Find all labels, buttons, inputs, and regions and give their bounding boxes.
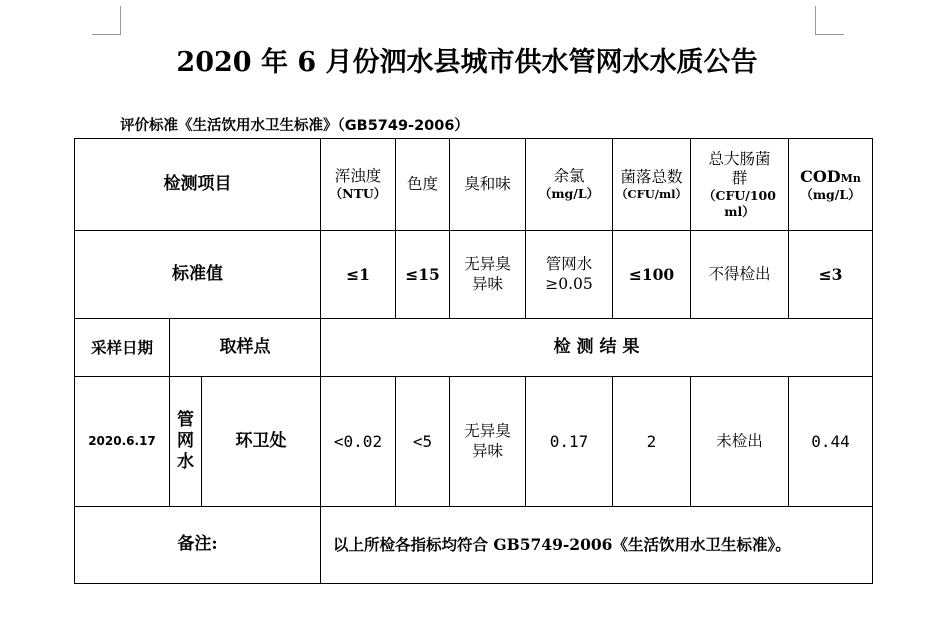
result-cod: 0.44 <box>789 377 873 507</box>
network-type <box>170 377 202 507</box>
remarks-row <box>75 507 873 584</box>
std-turbidity: ≤1 <box>321 231 396 319</box>
remarks-text: 以上所检各指标均符合 GB5749-2006《生活饮用水卫生标准》。 <box>321 507 873 584</box>
result-row <box>75 377 873 507</box>
header-turbidity <box>321 139 396 231</box>
remarks-label: 备注: <box>75 507 321 584</box>
result-chlorine: 0.17 <box>526 377 613 507</box>
cod-name-wrap <box>789 167 872 187</box>
result-odor: 无异臭异味 <box>450 377 526 507</box>
cod-name: COD <box>800 166 841 186</box>
header-odor <box>450 139 526 231</box>
odor-name: 臭和味 <box>464 174 511 193</box>
item-label: 检测项目 <box>75 139 321 231</box>
evaluation-standard: 评价标准《生活饮用水卫生标准》（GB5749-2006） <box>120 118 469 134</box>
sampling-site-label: 取样点 <box>170 319 321 377</box>
header-coliform <box>691 139 789 231</box>
result-colony: 2 <box>613 377 691 507</box>
std-odor: 无异臭异味 <box>450 231 526 319</box>
colony-name: 菌落总数 <box>620 167 683 186</box>
cod-unit: （mg/L） <box>800 186 861 202</box>
page-title: 2020 年 6 月份泗水县城市供水管网水水质公告 <box>176 47 758 78</box>
cod-subscript: Mn <box>840 171 861 185</box>
result-turbidity: <0.02 <box>321 377 396 507</box>
header-color <box>396 139 450 231</box>
standard-row <box>75 231 873 319</box>
header-row <box>75 139 873 231</box>
section-row <box>75 319 873 377</box>
results-label: 检 测 结 果 <box>321 319 873 377</box>
std-chlorine <box>526 231 613 319</box>
page-corner-mark-left <box>92 6 121 35</box>
chlorine-unit: （mg/L） <box>538 186 600 202</box>
color-name: 色度 <box>406 174 438 193</box>
result-color: <5 <box>396 377 450 507</box>
header-cod <box>789 139 873 231</box>
colony-unit: （CFU/ml） <box>615 187 688 201</box>
header-colony <box>613 139 691 231</box>
sample-date: 2020.6.17 <box>75 377 170 507</box>
page-corner-mark-right <box>815 6 844 35</box>
chlorine-name: 余氯 <box>553 167 585 185</box>
turbidity-name: 浑浊度 <box>334 167 382 185</box>
water-quality-table <box>74 138 873 584</box>
std-chlorine-text: 管网水≥0.05 <box>545 255 593 293</box>
network-type-text: 管网水 <box>177 409 194 473</box>
std-coliform: 不得检出 <box>691 231 789 319</box>
standard-label: 标准值 <box>75 231 321 319</box>
coliform-unit: （CFU/100ml） <box>703 188 776 219</box>
std-color: ≤15 <box>396 231 450 319</box>
std-cod: ≤3 <box>789 231 873 319</box>
turbidity-unit: （NTU） <box>329 186 387 202</box>
header-chlorine <box>526 139 613 231</box>
sampling-date-label: 采样日期 <box>75 319 170 377</box>
result-coliform: 未检出 <box>691 377 789 507</box>
sample-site: 环卫处 <box>202 377 321 507</box>
coliform-name: 总大肠菌群 <box>708 149 771 187</box>
std-colony: ≤100 <box>613 231 691 319</box>
